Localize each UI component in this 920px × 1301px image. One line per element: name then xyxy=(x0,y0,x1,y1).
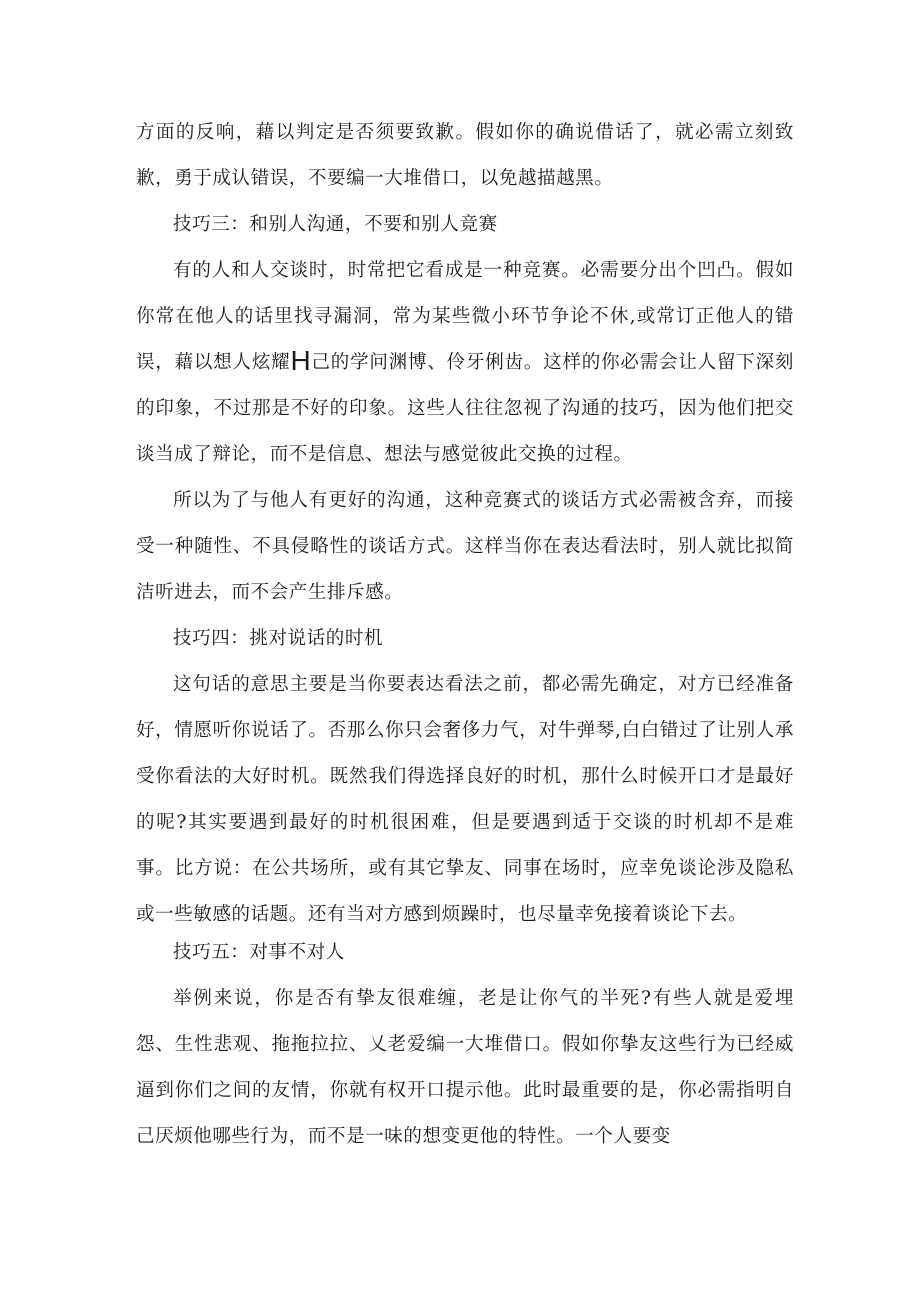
heading-tip-three: 技巧三：和别人沟通，不要和别人竞赛 xyxy=(173,214,498,235)
paragraph-issue-not-person: 举例来说，你是否有挚友很难缠，老是让你气的半死?有些人就是爱埋怨、生性悲观、拖拖拉拉、乂老爱编一大堆借口。假如你挚友这些行为已经威逼到你们之间的友情，你就有权开口提示他。此时最重要的是，你必需指明自己厌烦他哪些行为，而不是一味的想变更他的特性。一个人要变 xyxy=(136,988,794,1147)
glyph-h: H xyxy=(290,345,312,376)
paragraph-timing: 这句话的意思主要是当你要表达看法之前，都必需先确定，对方已经准备好，情愿听你说话了。否那么你只会奢侈力气，对牛弹琴,白白错过了让别人承受你看法的大好时机。既然我们得选择良好的时机，那什么时候开口才是最好的呢?其实要遇到最好的时机很困难，但是要遇到适于交谈的时机却不是难事。比方说：在公共场所，或有其它挚友、同事在场时，应幸免谈论涉及隐私或一些敏感的话题。还有当对方感到烦躁时，也尽量幸免接着谈论下去。 xyxy=(136,674,794,925)
heading-tip-five: 技巧五：对事不对人 xyxy=(173,942,345,963)
heading-tip-four: 技巧四：挑对说话的时机 xyxy=(173,628,384,649)
document-body xyxy=(136,110,794,1160)
paragraph-competition-part1: 有的人和人交谈时，时常把它看成是一种竞赛。必需要分出个凹凸。假如你常在他人的话里找寻漏洞，常为某些微小环节争论不休,或常订正他人的错误，藉以想人炫耀 xyxy=(136,260,794,373)
paragraph-apology: 方面的反响，藉以判定是否须要致歉。假如你的确说借话了，就必需立刻致歉，勇于成认错误，不要编一大堆借口，以免越描越黑。 xyxy=(136,122,794,189)
paragraph-casual-talk: 所以为了与他人有更好的沟通，这种竞赛式的谈话方式必需被含弃，而接受一种随性、不具侵略性的谈话方式。这样当你在表达看法时，别人就比拟简洁听进去，而不会产生排斥感。 xyxy=(136,490,794,603)
paragraph-competition xyxy=(136,248,794,478)
paragraph-competition-part2: 己的学问渊博、伶牙俐齿。这样的你必需会让人留下深刻的印象，不过那是不好的印象。这些人往往忽视了沟通的技巧，因为他们把交谈当成了辩论，而不是信息、想法与感觉彼此交换的过程。 xyxy=(136,352,794,465)
